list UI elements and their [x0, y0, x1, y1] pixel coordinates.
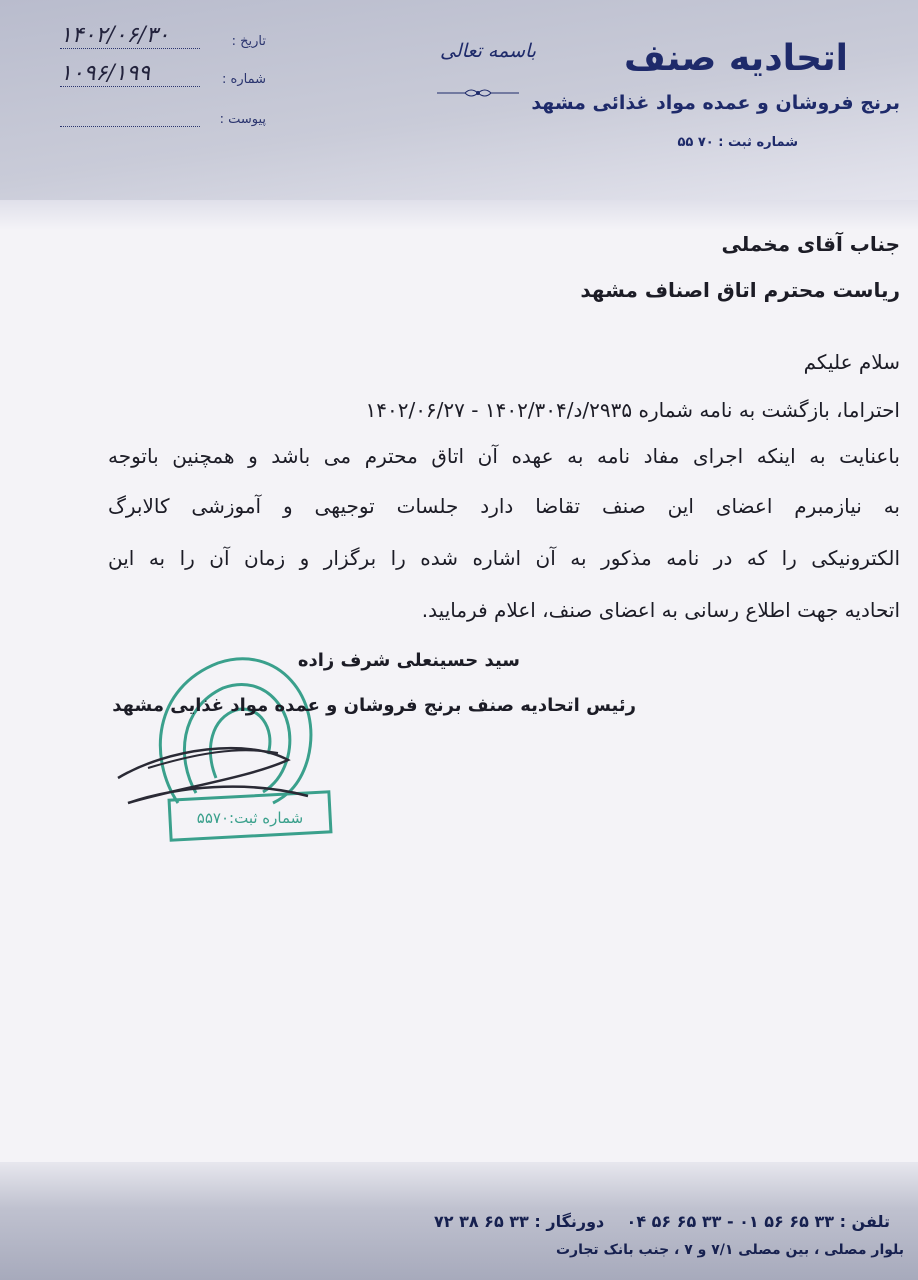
- signer-name: سید حسینعلی شرف زاده: [297, 650, 520, 671]
- date-line: [60, 23, 200, 49]
- number-row: [60, 61, 266, 87]
- phone-label: تلفن :: [839, 1212, 890, 1231]
- recipient-name: جناب آقای مخملی: [721, 232, 900, 256]
- number-line: [60, 61, 200, 87]
- registration-number: شماره ثبت : ۷۰ ۵۵: [677, 135, 798, 150]
- body-line-3: به نیازمبرم اعضای این صنف تقاضا دارد جلسات توجیهی و آموزشی کالابرگ: [108, 494, 900, 518]
- body-line-1: احتراما، بازگشت به نامه شماره ۲۹۳۵/د/۱۴۰۲/۳۰۴ - ۱۴۰۲/۰۶/۲۷: [365, 398, 900, 422]
- attachment-line: [60, 108, 200, 127]
- fax-label: دورنگار :: [534, 1212, 605, 1231]
- signer-title: رئیس اتحادیه صنف برنج فروشان و عمده مواد غذایی مشهد: [112, 695, 636, 716]
- footer-address: بلوار مصلی ، بین مصلی ۷/۱ و ۷ ، جنب بانک تجارت: [555, 1242, 904, 1258]
- phone-numbers: ۰۴ ۵۶ ۶۵ ۳۳ - ۰۱ ۵۶ ۶۵ ۳۳: [626, 1212, 834, 1231]
- body-line-2: باعنایت به اینکه اجرای مفاد نامه به عهده آن اتاق محترم می باشد و همچنین باتوجه: [108, 444, 900, 468]
- ornament-icon: [435, 86, 521, 100]
- org-name: اتحادیه صنف: [623, 38, 848, 79]
- number-value: ۱۰۹۶/۱۹۹: [60, 61, 151, 86]
- date-row: [60, 23, 266, 49]
- basmala: باسمه تعالی: [440, 40, 537, 62]
- footer-contacts: [434, 1212, 890, 1231]
- greeting: سلام علیکم: [803, 350, 900, 374]
- date-label: تاریخ :: [231, 34, 266, 49]
- body-line-4: الکترونیکی را که در نامه مذکور به آن اشاره شده را برگزار و زمان آن را به این: [108, 546, 900, 570]
- attachment-row: [60, 108, 266, 127]
- attachment-label: پیوست :: [219, 112, 266, 127]
- stamp-registration: شماره ثبت:۵۵۷۰: [196, 809, 304, 827]
- number-label: شماره :: [222, 72, 266, 87]
- org-subtitle: برنج فروشان و عمده مواد غذائی مشهد: [531, 92, 900, 114]
- date-value: ۱۴۰۲/۰۶/۳۰: [60, 23, 170, 48]
- recipient-title: ریاست محترم اتاق اصناف مشهد: [580, 278, 900, 302]
- fax-number: ۷۲ ۳۸ ۶۵ ۳۳: [433, 1212, 529, 1231]
- body-line-5: اتحادیه جهت اطلاع رسانی به اعضای صنف، اعلام فرمایید.: [421, 598, 900, 622]
